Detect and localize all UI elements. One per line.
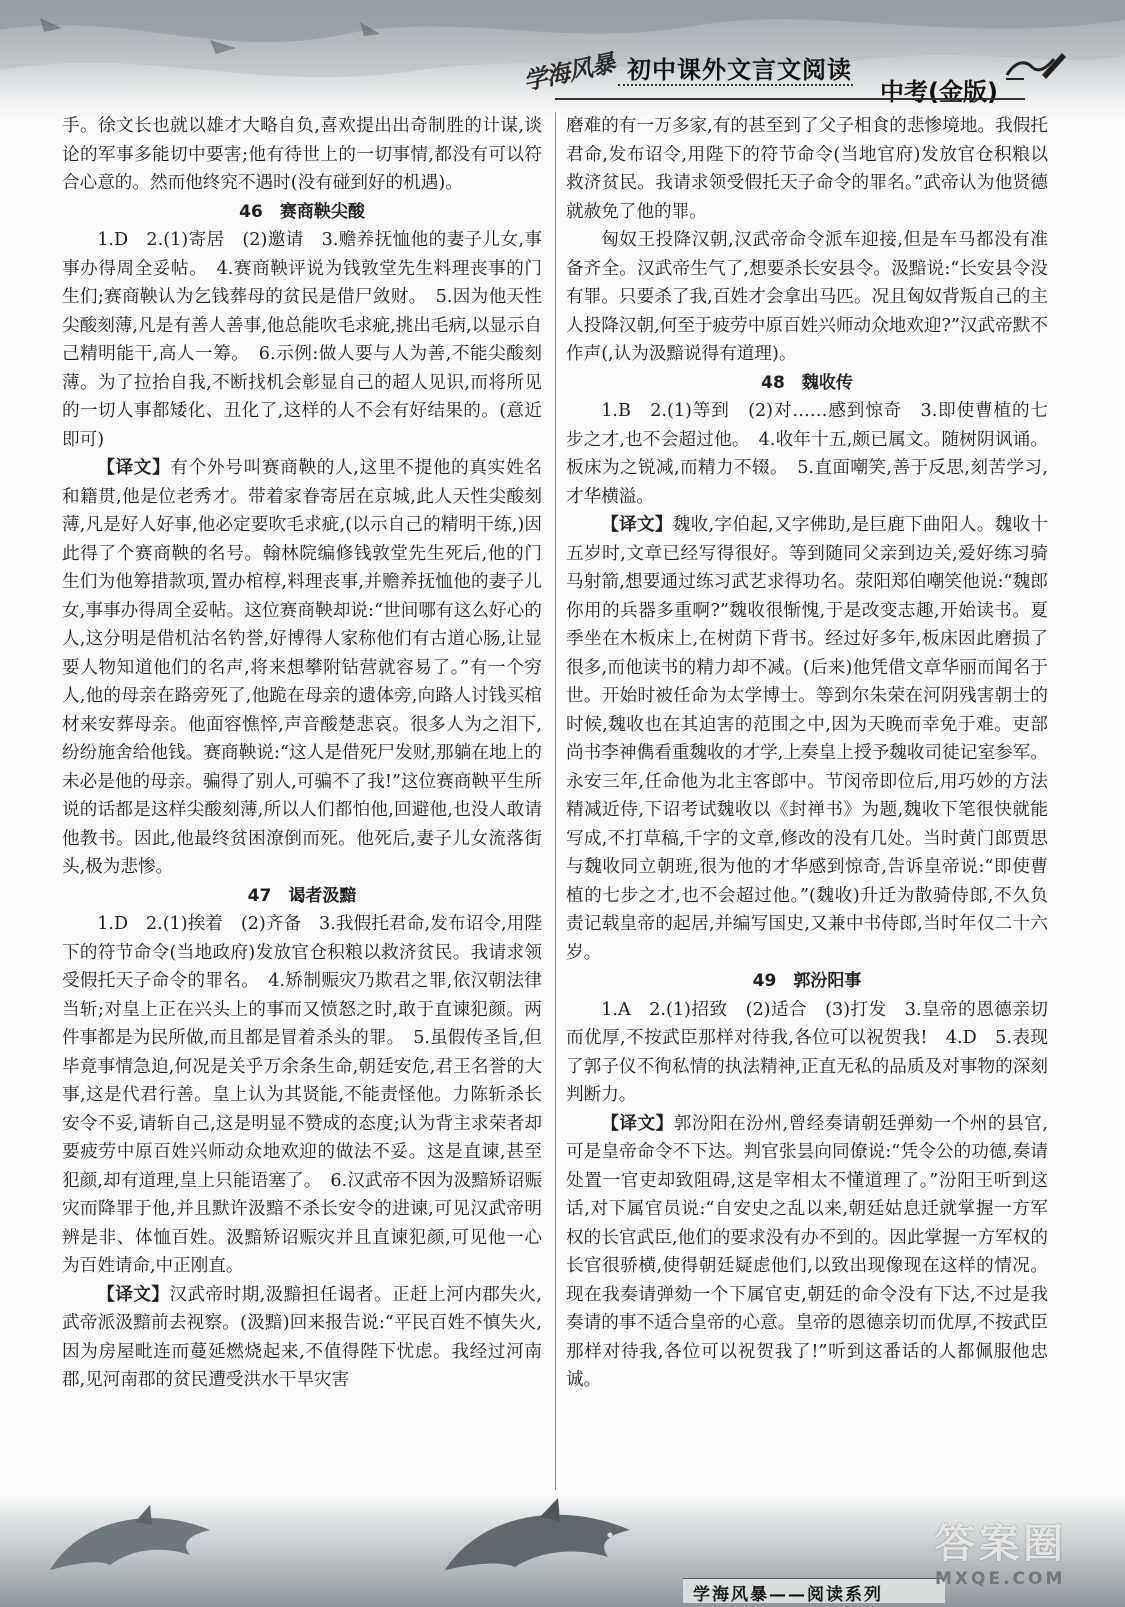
translation-tag: 【译文】	[601, 1113, 674, 1134]
left-column	[62, 112, 542, 1395]
pen-icon	[1002, 45, 1067, 90]
translation-tag: 【译文】	[601, 515, 673, 535]
dolphin-icon	[430, 1495, 660, 1595]
dotted-rule	[618, 84, 853, 86]
section-48-translation	[566, 511, 1048, 967]
series-title: 初中课外文言文阅读	[627, 56, 852, 84]
translation-text: 有个外号叫赛商鞅的人,这里不提他的真实姓名和籍贯,他是位老秀才。带着家眷寄居在京城,此人天性尖酸刻薄,凡是好人好事,他必定要吹毛求疵,(以示自己的精明干练,)因此得了个赛商鞅的名号。翰林院编修钱敦堂先生死后,他的门生们为他筹措款项,置办棺椁,料理丧事,并赡养抚恤他的妻子儿女,事事办得周全妥帖。这位赛商鞅却说:“世间哪有这么好心的人,这分明是借机沽名钓誉,好博得人家称他们有古道心肠,让显要人物知道他们的名声,将来想攀附钻营就容易了。”有一个穷人,他的母亲在路旁死了,他跪在母亲的遗体旁,向路人讨钱买棺材来安葬母亲。他面容憔悴,声音酸楚悲哀。很多人为之泪下,纷纷施舍给他钱。赛商鞅说:“这人是借死尸发财,那躺在地上的未必是他的母亲。骗得了别人,可骗不了我!”这位赛商鞅平生所说的话都是这样尖酸刻薄,所以人们都怕他,回避他,也没人敢请他教书。因此,他最终贫困潦倒而死。他死后,妻子儿女流落街头,极为悲惨。	[62, 458, 542, 877]
translation-tag: 【译文】	[97, 1284, 170, 1305]
section-46-translation	[62, 454, 542, 882]
column-divider	[555, 112, 556, 1490]
section-47-continued: 磨难的有一万多家,有的甚至到了父子相食的悲惨境地。我假托君命,发布诏令,用陛下的符节命令(当地官府)发放官仓积粮以救济贫民。我请求领受假托天子命令的罪名。”武帝认为他贤德就赦免了他的罪。	[566, 116, 1048, 222]
translation-text: 汉武帝时期,汲黯担任谒者。正赶上河内郡失火,武帝派汲黯前去视察。(汲黯)回来报告说:“平民百姓不慎失火,因为房屋毗连而蔓延燃烧起来,不值得陛下忧虑。我经过河南郡,见河南郡的贫民遭受洪水干旱灾害	[62, 1284, 542, 1390]
watermark-url: MXQE.COM	[935, 1569, 1066, 1589]
dolphin-icon	[40, 1500, 240, 1590]
section-49-translation	[566, 1110, 1048, 1395]
watermark-logo: 答案圈	[935, 1521, 1067, 1567]
footer-series-text: 学海风暴——阅读系列	[693, 1585, 883, 1605]
section-47-answers: 1.D 2.(1)挨着 (2)齐备 3.我假托君命,发布诏令,用陛下的符节命令(当地政府)发放官仓积粮以救济贫民。我请求领受假托天子命令的罪名。 4.矫制赈灾乃欺君之罪,依汉朝法律当斩;对皇上正在兴头上的事而又愤怒之时,敢于直谏犯颜。两件事都是为民所做,而且都是冒着杀头的罪。 5.虽假传圣旨,但毕竟事情急迫,何况是关乎万余条生命,朝廷安危,君王名誉的大事,这是代君行善。皇上认为其贤能,不能责怪他。力陈斩杀长安令不妥,请斩自己,这是明显不赞成的态度;认为背主求荣者却要疲劳中原百姓兴师动众地欢迎的做法不妥。这是直谏,甚至犯颜,却有道理,皇上只能语塞了。 6.汉武帝不因为汲黯矫诏赈灾而降罪于他,并且默许汲黯不杀长安令的进谏,可见汉武帝明辨是非、体恤百姓。汲黯矫诏赈灾并且直谏犯颜,可见他一心为百姓请命,中正刚直。	[62, 914, 542, 1276]
section-47-continued-2: 匈奴王投降汉朝,汉武帝命令派车迎接,但是车马都没有准备齐全。汉武帝生气了,想要杀长安县令。汲黯说:“长安县令没有罪。只要杀了我,百姓才会拿出马匹。况且匈奴背叛自己的主人投降汉朝,何至于疲劳中原百姓兴师动众地欢迎?”汉武帝默不作声(,认为汲黯说得有道理)。	[566, 230, 1048, 364]
header-rule	[555, 98, 1025, 100]
intro-paragraph: 手。徐文长也就以雄才大略自负,喜欢提出出奇制胜的计谋,谈论的军事多能切中要害;他有待世上的一切事情,都没有可以符合心意的。然而他终究不遇时(没有碰到好的机遇)。	[62, 116, 542, 193]
right-column	[566, 112, 1048, 1395]
translation-tag: 【译文】	[97, 458, 171, 478]
brand-logo: 学海风暴	[520, 49, 617, 96]
section-48-heading: 48 魏收传	[761, 372, 853, 393]
section-46-answers: 1.D 2.(1)寄居 (2)邀请 3.赡养抚恤他的妻子儿女,事事办得周全妥帖。 4.赛商鞅评说为钱敦堂先生料理丧事的门生们;赛商鞅认为乞钱葬母的贫民是借尸敛财。 5.因为他天性尖酸刻薄,凡是有善人善事,他总能吹毛求疵,挑出毛病,以显示自己精明能干,高人一筹。 6.示例:做人要与人为善,不能尖酸刻薄。为了拉抬自我,不断找机会彰显自己的超人见识,而将所见的一切人事都矮化、丑化了,这样的人不会有好结果的。(意近即可)	[62, 230, 542, 450]
section-49-heading: 49 郭汾阳事	[752, 971, 862, 991]
section-49-answers: 1.A 2.(1)招致 (2)适合 (3)打发 3.皇帝的恩德亲切而优厚,不按武臣那样对待我,各位可以祝贺我! 4.D 5.表现了郭子仪不徇私情的执法精神,正直无私的品质及对事物的深刻判断力。	[566, 999, 1048, 1105]
section-48-answers: 1.B 2.(1)等到 (2)对……感到惊奇 3.即使曹植的七步之才,也不会超过他。 4.收年十五,颇已属文。随树阴讽诵。板床为之锐减,而精力不辍。 5.直面嘲笑,善于反思,刻苦学习,才华横溢。	[566, 401, 1048, 507]
section-47-heading: 47 谒者汲黯	[247, 885, 357, 906]
translation-text: 魏收,字伯起,又字佛助,是巨鹿下曲阳人。魏收十五岁时,文章已经写得很好。等到随同父亲到边关,爱好练习骑马射箭,想要通过练习武艺求得功名。荥阳郑伯嘲笑他说:“魏郎你用的兵器多重啊?”魏收很惭愧,于是改变志趣,开始读书。夏季坐在木板床上,在树荫下背书。经过好多年,板床因此磨损了很多,而他读书的精力却不减。(后来)他凭借文章华丽而闻名于世。开始时被任命为太学博士。等到尔朱荣在河阴残害朝士的时候,魏收也在其迫害的范围之中,因为天晚而幸免于难。吏部尚书李神儁看重魏收的才学,上奏皇上授予魏收司徒记室参军。永安三年,任命他为北主客郎中。节闵帝即位后,用巧妙的方法精减近侍,下诏考试魏收以《封禅书》为题,魏收下笔很快就能写成,不打草稿,千字的文章,修改的没有几处。当时黄门郎贾思与魏收同立朝班,很为他的才华感到惊奇,告诉皇帝说:“即使曹植的七步之才,也不会超过他。”(魏收)升迁为散骑侍郎,不久负责记载皇帝的起居,并编写国史,又兼中书侍郎,当时年仅二十六岁。	[566, 515, 1048, 963]
translation-text: 郭汾阳在汾州,曾经奏请朝廷弹劾一个州的县官,可是皇帝命令不下达。判官张昙向同僚说:“凭令公的功德,奏请处置一官吏却致阻碍,这是宰相太不懂道理了。”汾阳王听到这话,对下属官员说:“自安史之乱以来,朝廷姑息迁就掌握一方军权的长官武臣,他们的要求没有办不到的。因此掌握一方军权的长官很骄横,使得朝廷疑虑他们,以致出现像现在这样的情况。现在我奏请弹劾一个下属官吏,朝廷的命令没有下达,不过是我奏请的事不适合皇帝的心意。皇帝的恩德亲切而优厚,不按武臣那样对待我,各位可以祝贺我了!”听到这番话的人都佩服他忠诚。	[566, 1113, 1048, 1390]
section-47-translation	[62, 1281, 542, 1395]
section-46-heading: 46 赛商鞅尖酸	[239, 201, 365, 222]
watermark	[935, 1512, 1085, 1602]
edition-label: 中考(金版)	[880, 78, 998, 106]
